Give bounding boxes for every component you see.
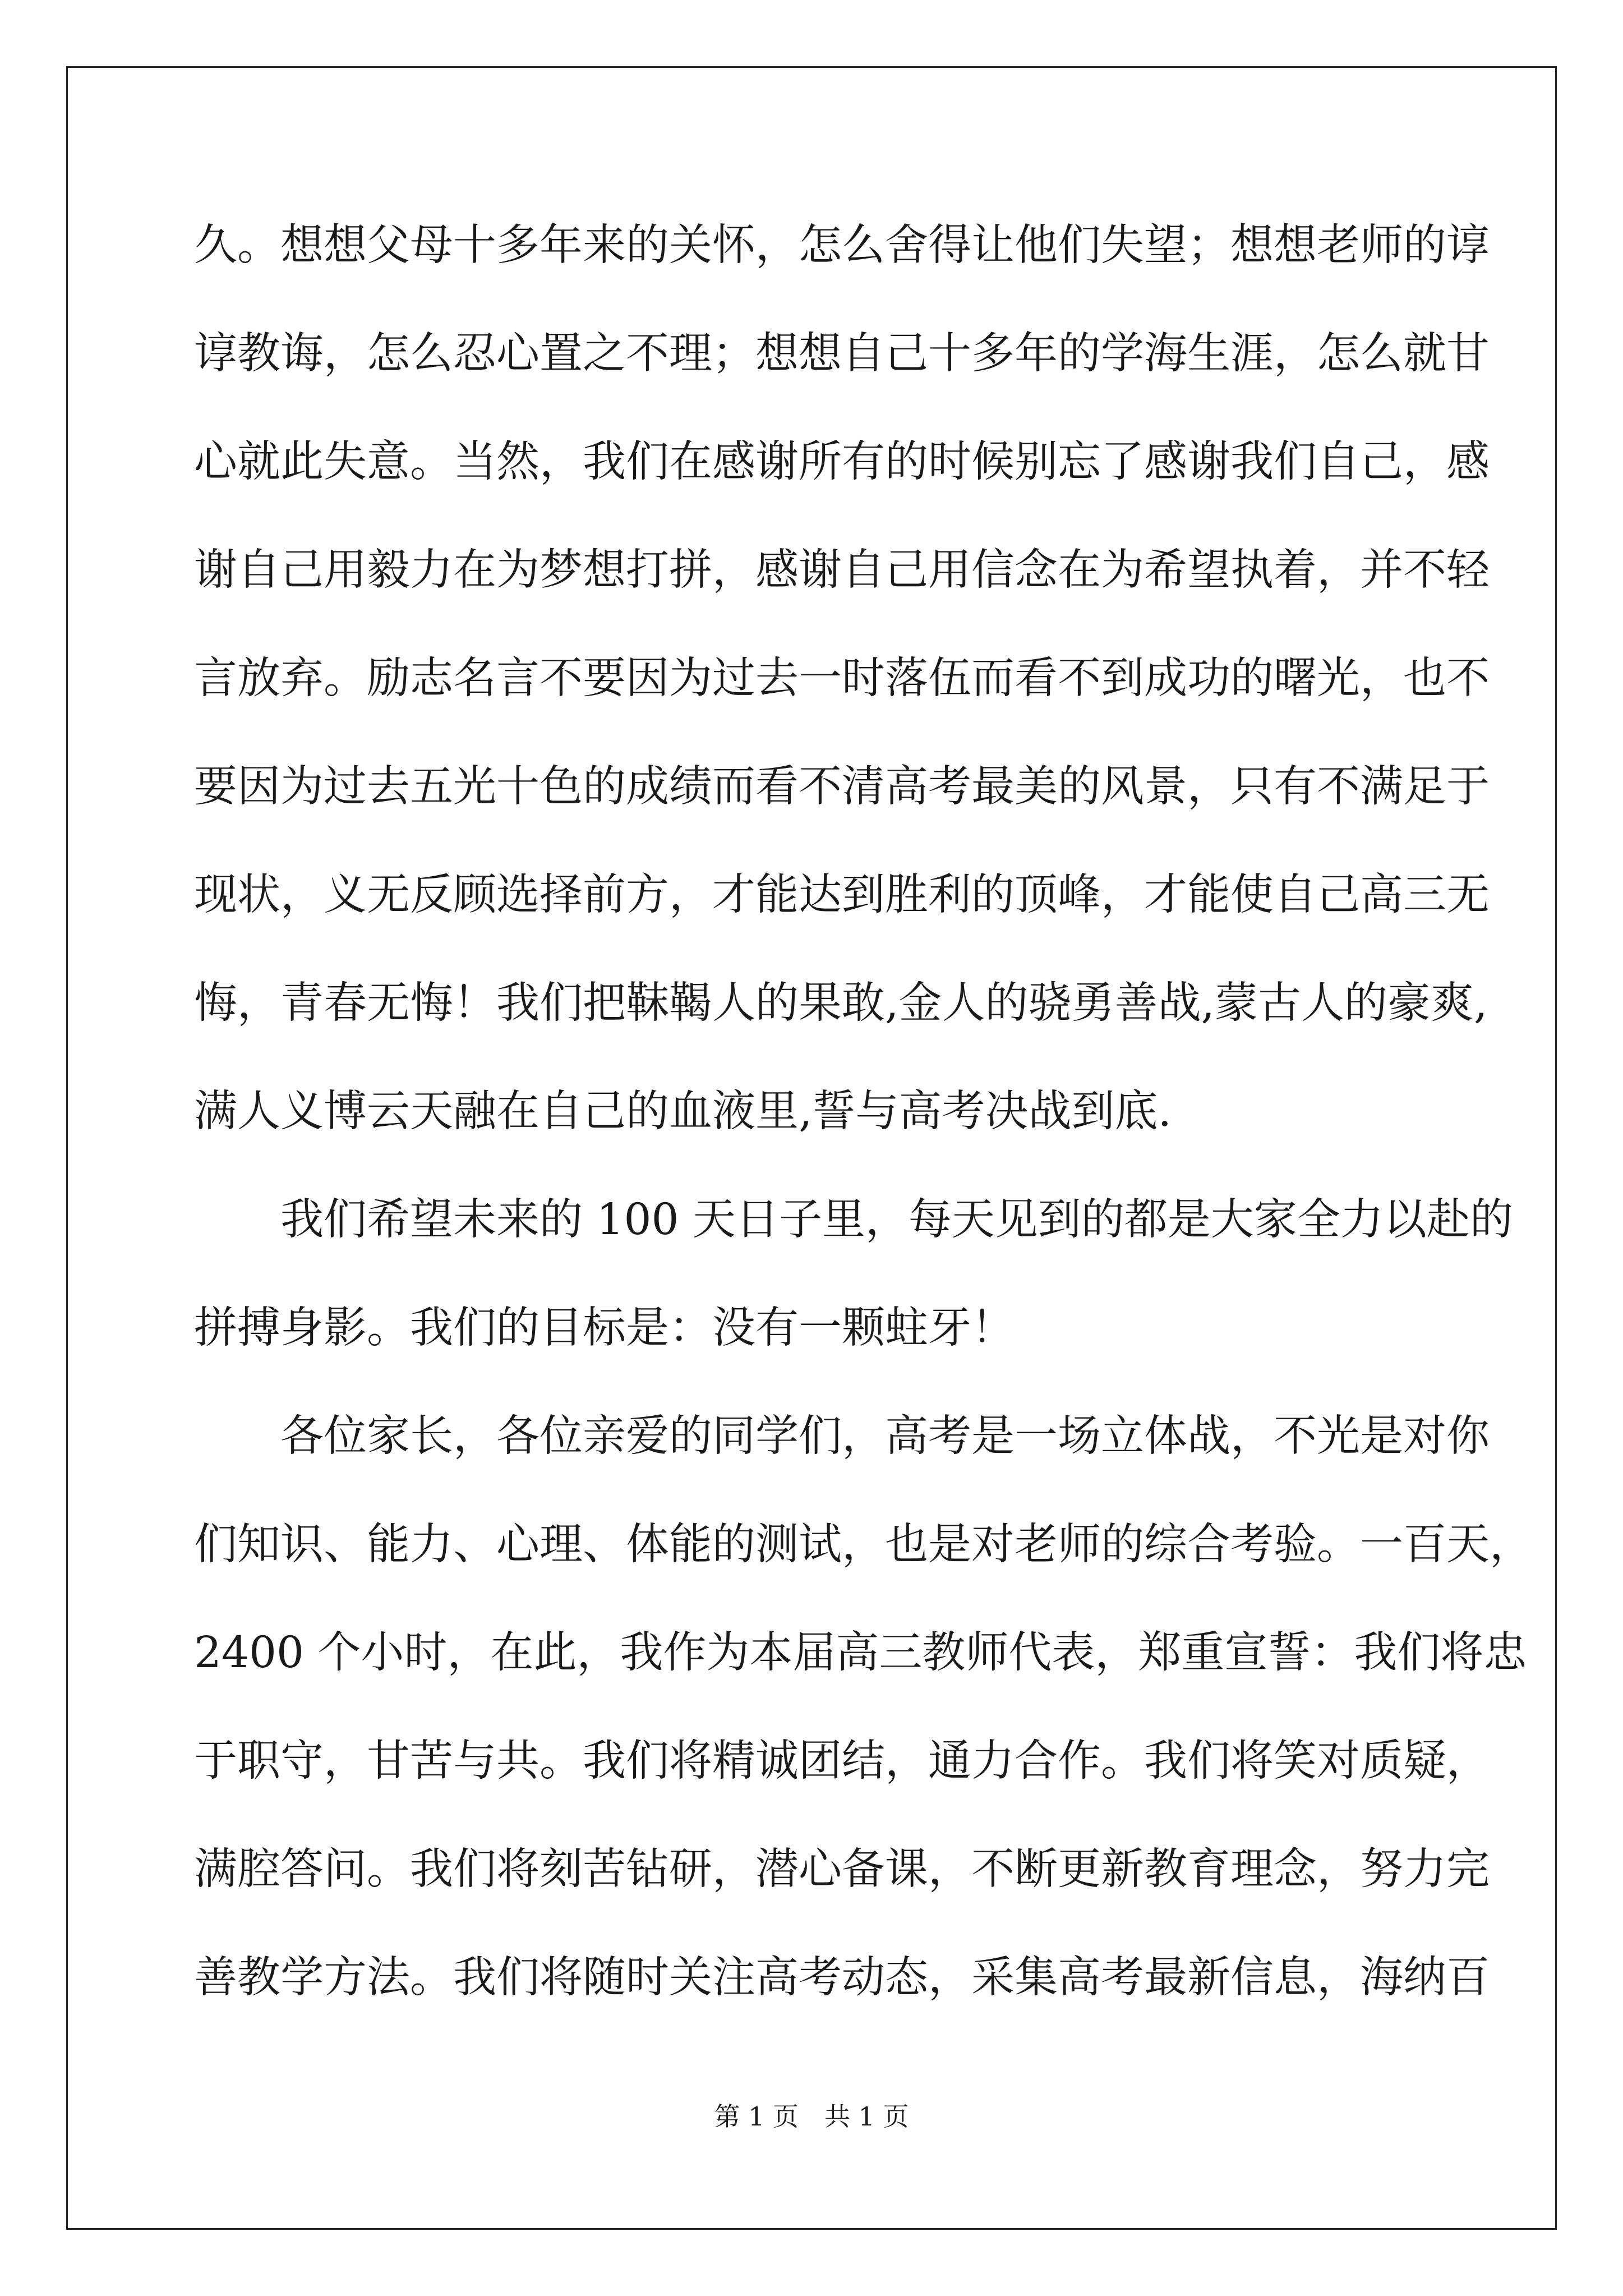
- text-line: 2400 个小时，在此，我作为本届高三教师代表，郑重宣誓：我们将忠: [194, 1628, 1527, 1678]
- text-line: 心就此失意。当然，我们在感谢所有的时候别忘了感谢我们自己，感: [194, 437, 1490, 487]
- text-line: 要因为过去五光十色的成绩而看不清高考最美的风景，只有不满足于: [194, 762, 1490, 812]
- text-line: 善教学方法。我们将随时关注高考动态，采集高考最新信息，海纳百: [194, 1953, 1490, 2003]
- text-line: 满腔答问。我们将刻苦钻研，潜心备课，不断更新教育理念，努力完: [194, 1844, 1490, 1894]
- text-line: 久。想想父母十多年来的关怀，怎么舍得让他们失望；想想老师的谆: [194, 220, 1490, 270]
- document-body: [194, 219, 1533, 2059]
- text-line: 言放弃。励志名言不要因为过去一时落伍而看不到成功的曙光，也不: [194, 654, 1490, 703]
- text-line: 拼搏身影。我们的目标是：没有一颗蛀牙！: [194, 1303, 1015, 1353]
- text-line: 现状，义无反顾选择前方，才能达到胜利的顶峰，才能使自己高三无: [194, 870, 1490, 920]
- text-line: 于职守，甘苦与共。我们将精诚团结，通力合作。我们将笑对质疑，: [194, 1736, 1490, 1786]
- text-line: 们知识、能力、心理、体能的测试，也是对老师的综合考验。一百天，: [194, 1520, 1533, 1570]
- page-number-footer: 第 1 页 共 1 页: [714, 2101, 909, 2132]
- text-line: 谢自己用毅力在为梦想打拼，感谢自己用信念在为希望执着，并不轻: [194, 545, 1490, 595]
- paragraph-start-line: 各位家长，各位亲爱的同学们，高考是一场立体战，不光是对你: [194, 1411, 1490, 1461]
- text-line: 满人义博云天融在自己的血液里,誓与高考决战到底.: [194, 1087, 1172, 1137]
- text-line: 谆教诲，怎么忍心置之不理；想想自己十多年的学海生涯，怎么就甘: [194, 329, 1490, 379]
- text-line: 悔，青春无悔！我们把靺鞨人的果敢,金人的骁勇善战,蒙古人的豪爽,: [194, 978, 1488, 1028]
- paragraph-start-line: 我们希望未来的 100 天日子里，每天见到的都是大家全力以赴的: [194, 1195, 1513, 1245]
